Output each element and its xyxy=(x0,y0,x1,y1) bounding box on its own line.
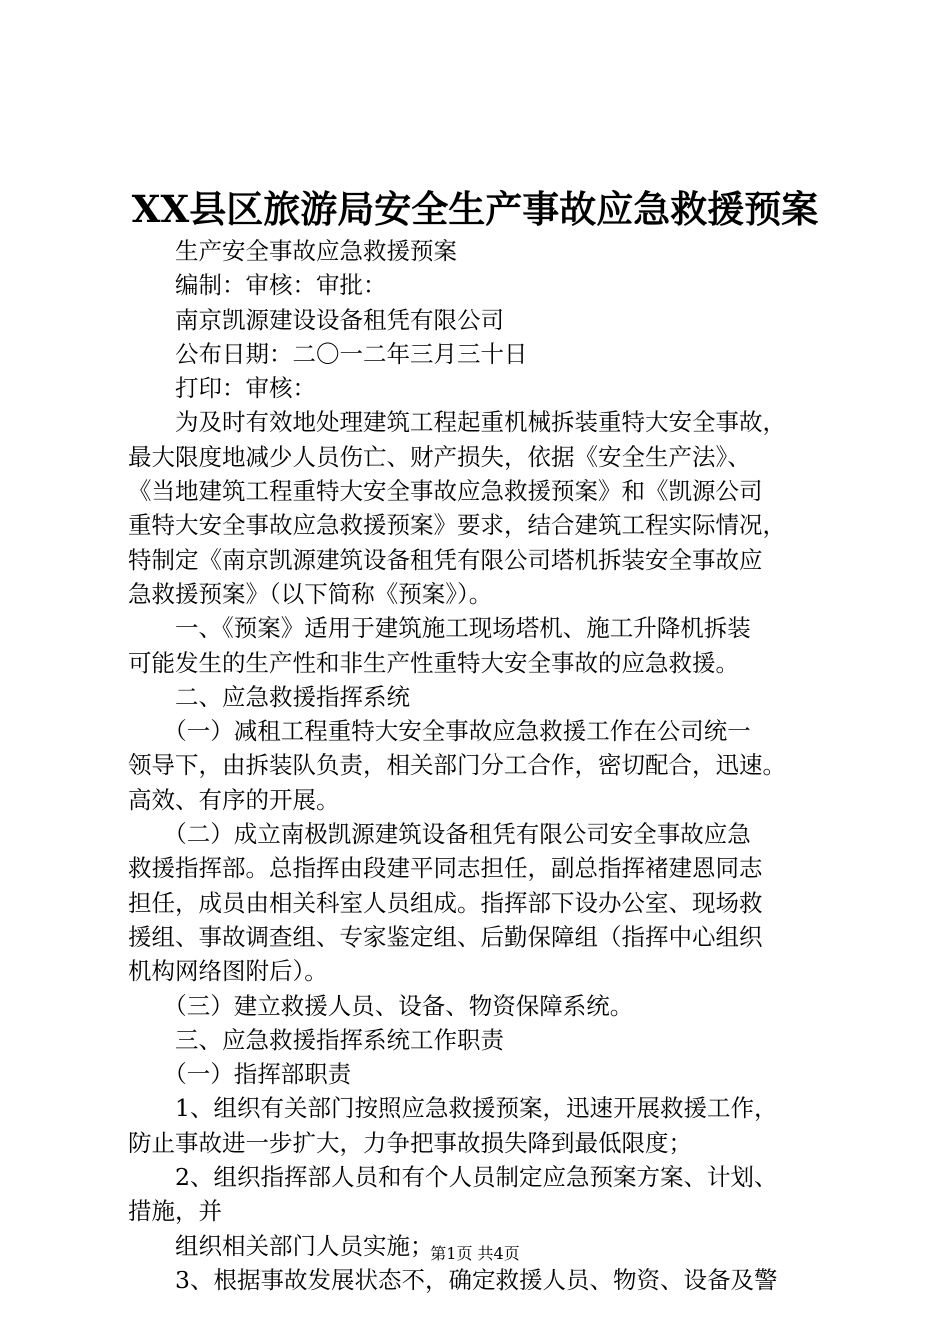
body-line: 高效、有序的开展。 xyxy=(128,785,340,814)
body-line: 急救援预案》（以下简称《预案》）。 xyxy=(128,579,493,608)
body-line: 机构网络图附后）。 xyxy=(128,957,328,986)
body-line: 重特大安全事故应急救援预案》要求，结合建筑工程实际情况， xyxy=(128,511,786,540)
body-line: 公布日期：二〇一二年三月三十日 xyxy=(128,339,528,368)
document-title: XX县区旅游局安全生产事故应急救援预案 xyxy=(131,187,819,231)
body-line: 生产安全事故应急救援预案 xyxy=(128,237,457,265)
body-line: 特制定《南京凯源建筑设备租凭有限公司塔机拆装安全事故应 xyxy=(128,545,763,574)
body-line: 南京凯源建设设备租凭有限公司 xyxy=(128,305,504,334)
body-line: 《当地建筑工程重特大安全事故应急救援预案》和《凯源公司 xyxy=(128,477,763,506)
body-line: 二、应急救援指挥系统 xyxy=(128,682,410,711)
body-line: 2、组织指挥部人员和有个人员制定应急预案方案、计划、 xyxy=(128,1163,778,1192)
body-line: 可能发生的生产性和非生产性重特大安全事故的应急救援。 xyxy=(128,648,739,677)
body-line: （一）指挥部职责 xyxy=(128,1060,352,1089)
body-line: 担任，成员由相关科室人员组成。指挥部下设办公室、现场救 xyxy=(128,888,763,917)
body-line: 救援指挥部。总指挥由段建平同志担任，副总指挥褚建恩同志 xyxy=(128,854,763,883)
body-line: 援组、事故调查组、专家鉴定组、后勤保障组（指挥中心组织 xyxy=(128,922,763,951)
body-line: 打印：审核： xyxy=(128,374,316,403)
body-line: 三、应急救援指挥系统工作职责 xyxy=(128,1025,504,1054)
body-line: 为及时有效地处理建筑工程起重机械拆装重特大安全事故， xyxy=(128,408,786,437)
body-line: 措施，并 xyxy=(128,1197,222,1226)
body-line: 组织相关部门人员实施； xyxy=(128,1231,434,1260)
body-line: （三）建立救援人员、设备、物资保障系统。 xyxy=(128,991,634,1020)
body-line: 一、《预案》适用于建筑施工现场塔机、施工升降机拆装 xyxy=(128,614,751,643)
page-footer: 第1页 共4页 xyxy=(430,1244,520,1263)
body-line: 最大限度地减少人员伤亡、财产损失，依据《安全生产法》、 xyxy=(128,442,751,471)
body-line: （二）成立南极凯源建筑设备租凭有限公司安全事故应急 xyxy=(128,820,751,849)
body-line: 3、根据事故发展状态不，确定救援人员、物资、设备及警 xyxy=(128,1265,778,1294)
body-line: 1、组织有关部门按照应急救援预案，迅速开展救援工作， xyxy=(128,1094,778,1123)
body-line: 防止事故进一步扩大，力争把事故损失降到最低限度； xyxy=(128,1128,692,1157)
document-body xyxy=(128,234,838,1297)
body-line: （一）减租工程重特大安全事故应急救援工作在公司统一 xyxy=(128,717,751,746)
body-line: 编制：审核：审批： xyxy=(128,271,387,300)
body-line: 领导下，由拆装队负责，相关部门分工合作，密切配合，迅速。 xyxy=(128,751,786,780)
